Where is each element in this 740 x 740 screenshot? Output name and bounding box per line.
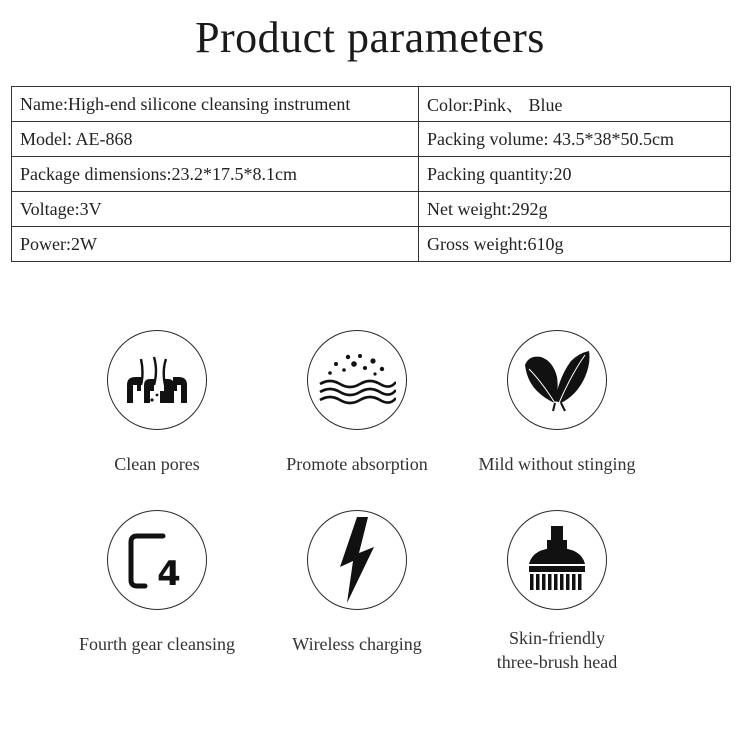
- feature-icon-circle: [507, 330, 607, 430]
- param-packing-volume: Packing volume: 43.5*38*50.5cm: [419, 122, 731, 157]
- feature-label: [457, 626, 657, 674]
- param-packing-quantity: Packing quantity:20: [419, 157, 731, 192]
- table-row: [12, 87, 731, 122]
- param-color: Color:Pink、 Blue: [419, 87, 731, 122]
- feature-mild-without-stinging: [457, 330, 657, 476]
- feature-fourth-gear-cleansing: [57, 510, 257, 656]
- table-row: [12, 192, 731, 227]
- feature-label-line: Skin-friendly: [509, 628, 605, 648]
- feature-three-brush-head: [457, 510, 657, 674]
- page-title: Product parameters: [195, 13, 545, 62]
- feature-icon-circle: [107, 510, 207, 610]
- feather-icon: [519, 347, 595, 413]
- feature-label-line: three-brush head: [496, 652, 618, 672]
- table-row: [12, 122, 731, 157]
- param-voltage: Voltage:3V: [12, 192, 419, 227]
- param-gross-weight: Gross weight:610g: [419, 227, 731, 262]
- gear-number-text: 4: [157, 554, 181, 590]
- feature-label: Promote absorption: [286, 454, 428, 474]
- pores-icon: [124, 355, 190, 405]
- feature-icon-circle: [307, 330, 407, 430]
- feature-label: Clean pores: [114, 454, 200, 474]
- gear-four-icon: [127, 530, 187, 590]
- feature-icon-circle: [107, 330, 207, 430]
- lightning-icon: [337, 517, 377, 603]
- param-model: Model: AE-868: [12, 122, 419, 157]
- feature-clean-pores: [57, 330, 257, 476]
- brush-head-icon: [525, 526, 589, 594]
- param-power: Power:2W: [12, 227, 419, 262]
- feature-label: Mild without stinging: [478, 454, 636, 474]
- absorption-icon: [318, 352, 396, 408]
- param-name: Name:High-end silicone cleansing instrument: [12, 87, 419, 122]
- feature-promote-absorption: [257, 330, 457, 476]
- table-row: [12, 227, 731, 262]
- table-row: [12, 157, 731, 192]
- param-package-dimensions: Package dimensions:23.2*17.5*8.1cm: [12, 157, 419, 192]
- feature-icon-circle: [507, 510, 607, 610]
- parameters-table: [11, 86, 731, 262]
- param-net-weight: Net weight:292g: [419, 192, 731, 227]
- feature-label: Wireless charging: [292, 634, 422, 654]
- feature-icon-circle: [307, 510, 407, 610]
- feature-wireless-charging: [257, 510, 457, 656]
- feature-label: Fourth gear cleansing: [79, 634, 235, 654]
